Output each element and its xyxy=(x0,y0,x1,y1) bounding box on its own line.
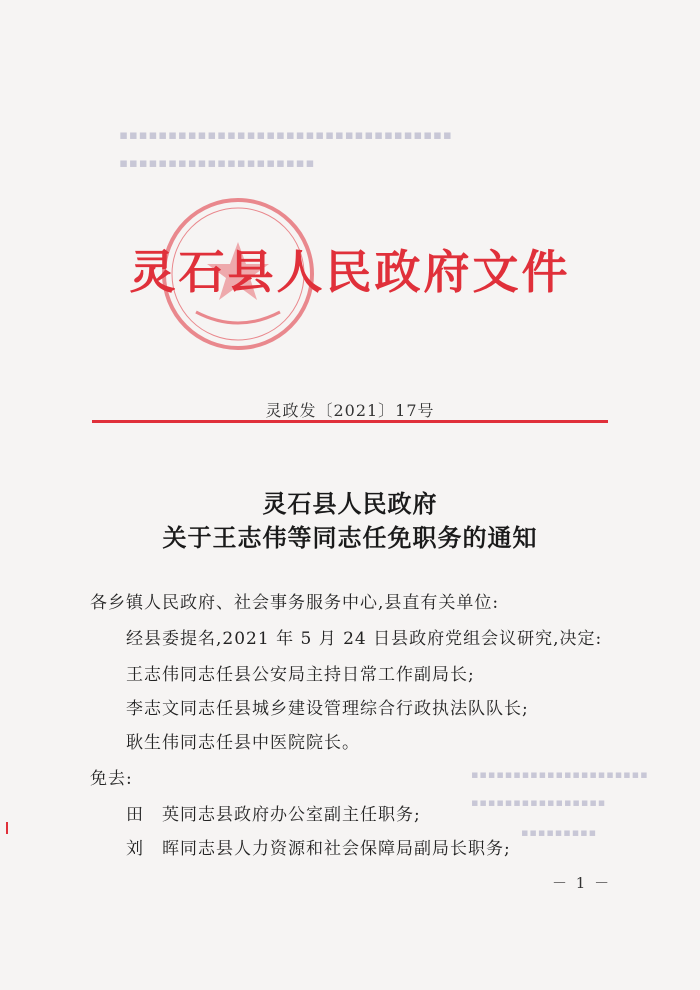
addressee: 各乡镇人民政府、社会事务服务中心,县直有关单位: xyxy=(90,593,500,613)
bleed-through-text: ▪▪▪▪▪▪▪▪▪▪▪▪▪▪▪▪▪▪▪▪ xyxy=(118,156,315,171)
page-number: － 1 － xyxy=(552,874,612,892)
issuer-title: 灵石县人民政府文件 xyxy=(129,245,571,299)
title-line-2: 关于王志伟等同志任免职务的通知 xyxy=(162,523,538,552)
bleed-through-text: ▪▪▪▪▪▪▪▪▪ xyxy=(520,826,597,839)
appointment-item: 耿生伟同志任县中医院院长。 xyxy=(126,733,360,753)
removal-item: 田 英同志县政府办公室副主任职务; xyxy=(126,805,421,825)
bleed-through-text: ▪▪▪▪▪▪▪▪▪▪▪▪▪▪▪▪ xyxy=(470,796,606,809)
margin-mark xyxy=(6,822,8,834)
decision-intro: 经县委提名,2021 年 5 月 24 日县政府党组会议研究,决定: xyxy=(126,629,603,649)
removal-heading: 免去: xyxy=(90,769,133,789)
appointment-item: 王志伟同志任县公安局主持日常工作副局长; xyxy=(126,665,475,685)
removal-item: 刘 晖同志县人力资源和社会保障局副局长职务; xyxy=(126,839,511,859)
title-line-1: 灵石县人民政府 xyxy=(262,489,438,518)
appointment-item: 李志文同志任县城乡建设管理综合行政执法队队长; xyxy=(126,699,529,719)
red-divider xyxy=(92,420,608,423)
document-number: 灵政发〔2021〕17号 xyxy=(265,401,435,420)
bleed-through-text: ▪▪▪▪▪▪▪▪▪▪▪▪▪▪▪▪▪▪▪▪▪▪▪▪▪▪▪▪▪▪▪▪▪▪ xyxy=(118,128,452,143)
bleed-through-text: ▪▪▪▪▪▪▪▪▪▪▪▪▪▪▪▪▪▪▪▪▪ xyxy=(470,768,648,781)
